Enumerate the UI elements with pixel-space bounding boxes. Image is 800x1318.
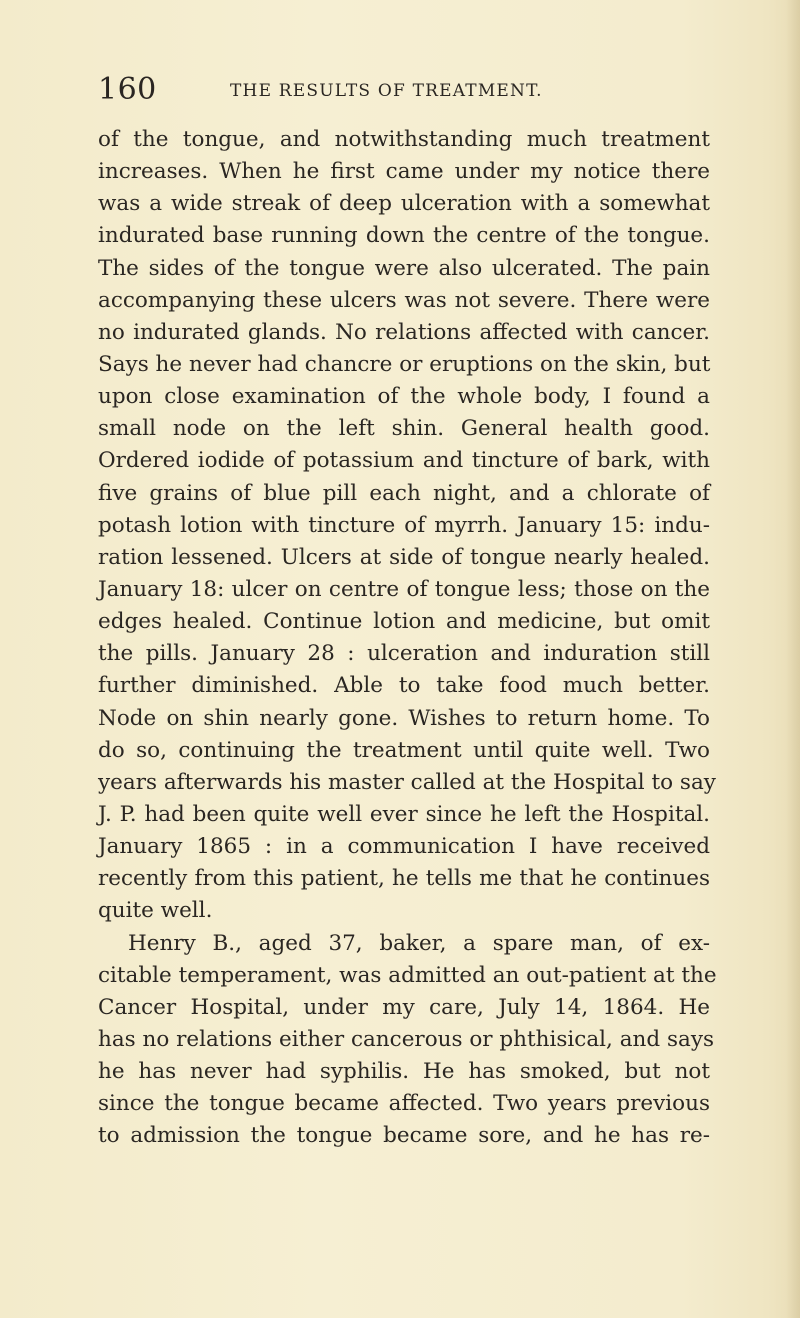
text-line: Henry B., aged 37, baker, a spare man, of ex-	[128, 930, 710, 956]
text-line: accompanying these ulcers was not severe. There were	[98, 287, 710, 313]
text-line: he has never had syphilis. He has smoked, but not	[98, 1059, 710, 1085]
text-line: years afterwards his master called at the Hospital to say	[98, 769, 716, 795]
paragraph-2	[98, 928, 717, 1153]
text-line: quite well.	[98, 898, 213, 924]
text-line: to admission the tongue became sore, and he has re-	[98, 1123, 710, 1149]
text-line: of the tongue, and notwithstanding much treatment	[98, 127, 710, 152]
text-line: small node on the left shin. General health good.	[98, 416, 710, 442]
text-line: indurated base running down the centre of the tongue.	[98, 223, 710, 249]
text-line: J. P. had been quite well ever since he left the Hospital.	[98, 801, 710, 827]
text-line: Node on shin nearly gone. Wishes to return home. To	[98, 705, 710, 731]
page-edge-shadow	[786, 0, 800, 1318]
text-line: edges healed. Continue lotion and medicine, but omit	[98, 609, 710, 635]
text-line: citable temperament, was admitted an out-patient at the	[98, 962, 717, 988]
page-header	[98, 72, 708, 108]
body-text	[98, 124, 717, 1153]
text-line: has no relations either cancerous or phthisical, and says	[98, 1026, 714, 1052]
text-line: since the tongue became affected. Two years previous	[98, 1091, 710, 1117]
text-line: ration lessened. Ulcers at side of tongue nearly healed.	[98, 544, 710, 570]
text-line: recently from this patient, he tells me that he continues	[98, 866, 710, 892]
text-line: was a wide streak of deep ulceration with a somewhat	[98, 191, 710, 217]
text-line: Ordered iodide of potassium and tincture of bark, with	[98, 448, 710, 474]
text-line: do so, continuing the treatment until quite well. Two	[98, 737, 710, 763]
text-line: potash lotion with tincture of myrrh. January 15: indu-	[98, 512, 710, 538]
text-line: five grains of blue pill each night, and a chlorate of	[98, 480, 710, 506]
page-number: 160	[98, 72, 157, 107]
text-line: Cancer Hospital, under my care, July 14, 1864. He	[98, 994, 710, 1020]
text-line: no indurated glands. No relations affected with cancer.	[98, 319, 710, 345]
text-line: Says he never had chancre or eruptions on the skin, but	[98, 351, 711, 377]
text-line: the pills. January 28 : ulceration and induration still	[98, 641, 710, 667]
text-line: The sides of the tongue were also ulcerated. The pain	[98, 255, 710, 281]
text-line: January 18: ulcer on centre of tongue less; those on the	[98, 576, 710, 602]
text-line: January 1865 : in a communication I have received	[98, 834, 710, 860]
text-line: upon close examination of the whole body, I found a	[98, 384, 710, 410]
text-line: further diminished. Able to take food much better.	[98, 673, 710, 699]
text-line: increases. When he first came under my notice there	[98, 159, 710, 185]
running-head: THE RESULTS OF TREATMENT.	[230, 81, 543, 101]
paragraph-1	[98, 124, 716, 928]
